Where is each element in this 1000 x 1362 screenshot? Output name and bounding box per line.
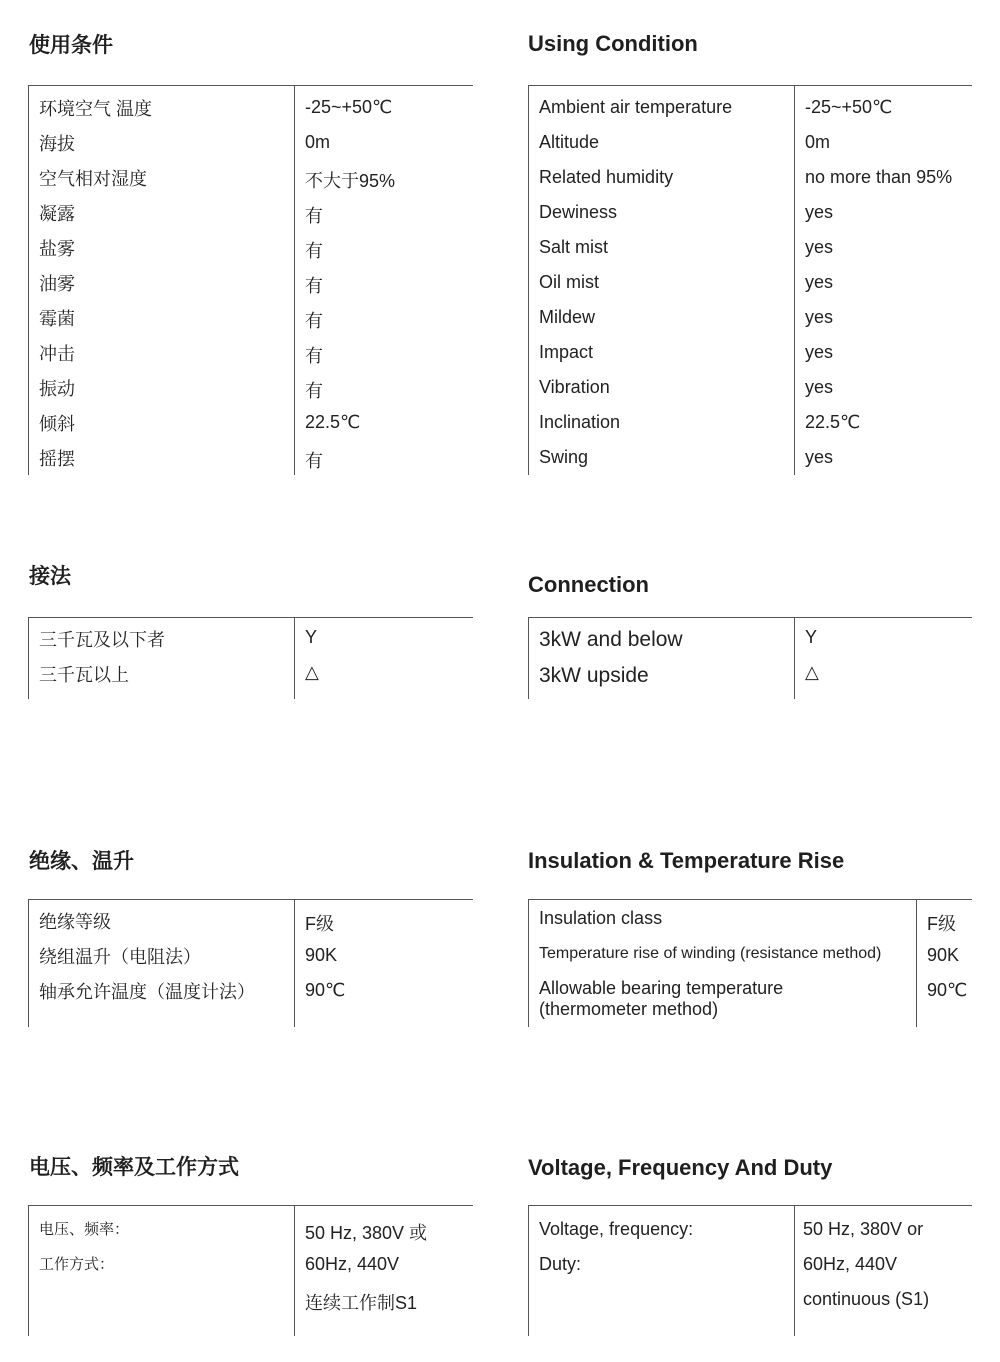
table-cell: 0m [805, 132, 831, 152]
table-cell: 有 [305, 241, 323, 261]
value-column [794, 618, 972, 699]
value-column [916, 900, 972, 1027]
table-cell: 电压、频率： [39, 1221, 130, 1238]
table-cell: Related humidity [539, 167, 674, 187]
table-cell: 摇摆 [39, 449, 75, 469]
value-column [794, 1206, 972, 1336]
connection-table-zh [28, 617, 473, 699]
table-cell: Swing [539, 447, 589, 467]
table-cell: F级 [305, 914, 334, 934]
table-cell: 90K [305, 945, 338, 965]
insulation-table-en [528, 899, 972, 1027]
using-condition-table-zh [28, 85, 473, 475]
table-cell: Inclination [539, 412, 621, 432]
table-cell: yes [805, 342, 834, 362]
table-cell: 22.5℃ [305, 412, 361, 432]
table-cell: 盐雾 [39, 239, 75, 259]
value-column [794, 86, 972, 475]
table-cell: 三千瓦以上 [39, 665, 129, 685]
using-condition-title-zh: 使用条件 [29, 33, 113, 57]
table-cell: yes [805, 447, 834, 467]
label-column [29, 86, 294, 475]
voltage-table-en [528, 1205, 972, 1336]
label-column [529, 1206, 794, 1336]
table-cell: 90℃ [927, 980, 968, 1000]
table-cell: yes [805, 272, 834, 292]
table-cell: 50 Hz, 380V or [803, 1219, 924, 1239]
table-cell: 三千瓦及以下者 [39, 630, 165, 650]
voltage-title-en: Voltage, Frequency And Duty [528, 1155, 833, 1180]
table-cell: 振动 [39, 379, 75, 399]
table-cell: yes [805, 377, 834, 397]
label-column [29, 900, 294, 1027]
table-cell: -25~+50℃ [305, 97, 393, 117]
table-cell: Dewiness [539, 202, 618, 222]
table-cell: 60Hz, 440V [305, 1254, 400, 1274]
table-cell: 空气相对湿度 [39, 169, 147, 189]
table-cell: 3kW and below [539, 628, 683, 651]
table-cell: Allowable bearing temperature (thermometer method) [539, 978, 784, 1019]
table-cell: 工作方式： [39, 1256, 115, 1273]
table-cell: 有 [305, 381, 323, 401]
voltage-title-zh: 电压、频率及工作方式 [29, 1155, 239, 1179]
insulation-title-en: Insulation & Temperature Rise [528, 848, 845, 873]
table-cell: △ [805, 662, 819, 682]
table-cell: Temperature rise of winding (resistance method) [539, 945, 882, 962]
table-cell: 环境空气 温度 [39, 99, 153, 119]
table-cell: 冲击 [39, 344, 75, 364]
label-column [529, 618, 794, 699]
table-cell: Ambient air temperature [539, 97, 733, 117]
label-column [529, 86, 794, 475]
table-cell: Impact [539, 342, 594, 362]
table-cell: 霉菌 [39, 309, 75, 329]
table-cell: 倾斜 [39, 414, 75, 434]
table-cell: 海拔 [39, 134, 75, 154]
value-column [294, 86, 473, 475]
table-cell: 有 [305, 346, 323, 366]
table-cell: 绕组温升（电阻法） [39, 947, 201, 967]
table-cell: Vibration [539, 377, 610, 397]
table-cell: 不大于95% [305, 171, 396, 191]
table-cell: 0m [305, 132, 331, 152]
table-cell: 油雾 [39, 274, 75, 294]
table-cell: Voltage, frequency: [539, 1219, 694, 1239]
value-column [294, 900, 473, 1027]
label-column [29, 618, 294, 699]
table-cell: 连续工作制S1 [305, 1293, 418, 1313]
table-cell: 90K [927, 945, 960, 965]
using-condition-table-en [528, 85, 972, 475]
table-cell: 50 Hz, 380V 或 [305, 1223, 428, 1243]
connection-title-zh: 接法 [29, 564, 71, 588]
table-cell: 90℃ [305, 980, 346, 1000]
table-cell: Oil mist [539, 272, 599, 292]
table-cell: yes [805, 307, 834, 327]
table-cell: yes [805, 202, 834, 222]
label-column [529, 900, 916, 1027]
table-cell: 轴承允许温度（温度计法） [39, 982, 255, 1002]
table-cell: Mildew [539, 307, 596, 327]
table-cell: -25~+50℃ [805, 97, 893, 117]
table-cell: 60Hz, 440V [803, 1254, 898, 1274]
connection-table-en [528, 617, 972, 699]
table-cell: 22.5℃ [805, 412, 861, 432]
table-cell: 有 [305, 276, 323, 296]
voltage-table-zh [28, 1205, 473, 1336]
connection-title-en: Connection [528, 572, 649, 597]
table-cell: △ [305, 662, 319, 682]
insulation-table-zh [28, 899, 473, 1027]
table-cell: 绝缘等级 [39, 912, 111, 932]
table-cell: no more than 95% [805, 167, 953, 187]
table-cell: 3kW upside [539, 664, 649, 687]
table-cell: Insulation class [539, 908, 663, 928]
using-condition-title-en: Using Condition [528, 31, 698, 56]
table-cell: 凝露 [39, 204, 75, 224]
table-cell: 有 [305, 451, 323, 471]
table-cell: F级 [927, 914, 956, 934]
table-cell: Duty: [539, 1254, 582, 1274]
insulation-title-zh: 绝缘、温升 [29, 849, 134, 873]
table-cell: Y [805, 627, 818, 647]
table-cell: Salt mist [539, 237, 609, 257]
table-cell: Y [305, 627, 318, 647]
table-cell: Altitude [539, 132, 600, 152]
value-column [294, 618, 473, 699]
table-cell: yes [805, 237, 834, 257]
table-cell: 有 [305, 311, 323, 331]
table-cell: continuous (S1) [803, 1289, 930, 1309]
value-column [294, 1206, 473, 1336]
label-column [29, 1206, 294, 1336]
table-cell: 有 [305, 206, 323, 226]
